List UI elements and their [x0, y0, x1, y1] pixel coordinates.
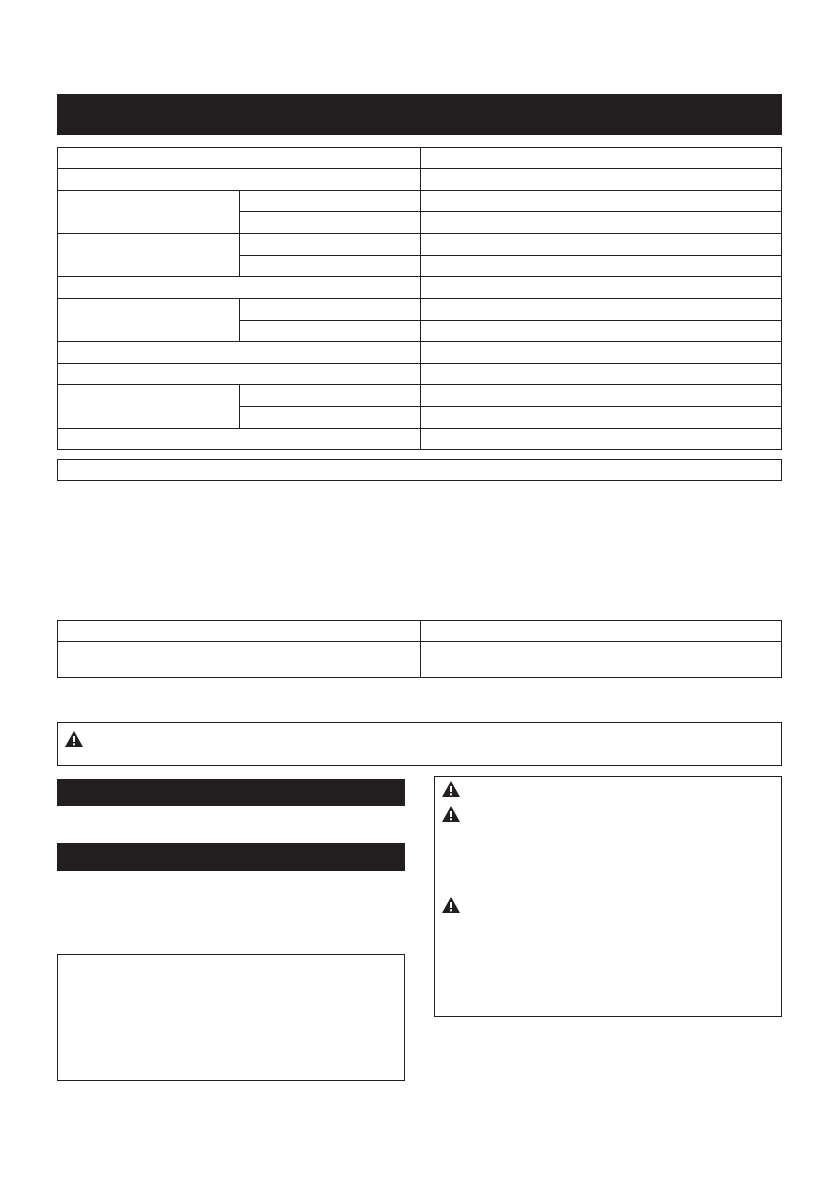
table-column-divider	[420, 147, 421, 450]
warning-icon	[64, 730, 84, 748]
warning-icon	[441, 805, 461, 823]
note-box	[57, 459, 782, 481]
vibration-table	[57, 620, 782, 678]
table-subcolumn-divider	[239, 298, 240, 341]
specifications-table	[57, 147, 782, 450]
table-column-divider	[420, 620, 421, 678]
table-subrow-divider	[239, 255, 782, 256]
section-heading-bar	[57, 94, 782, 135]
table-subcolumn-divider	[239, 384, 240, 428]
table-subrow-divider	[239, 211, 782, 212]
table-subrow-divider	[239, 406, 782, 407]
left-heading-bar-1	[57, 779, 405, 806]
warning-icon	[441, 896, 461, 914]
left-notice-box	[57, 954, 405, 1081]
table-subcolumn-divider	[239, 190, 240, 276]
left-heading-bar-2	[57, 843, 405, 871]
table-subrow-divider	[239, 320, 782, 321]
safety-warnings-box	[434, 776, 782, 1017]
warning-banner	[57, 722, 782, 766]
warning-icon	[441, 780, 461, 798]
